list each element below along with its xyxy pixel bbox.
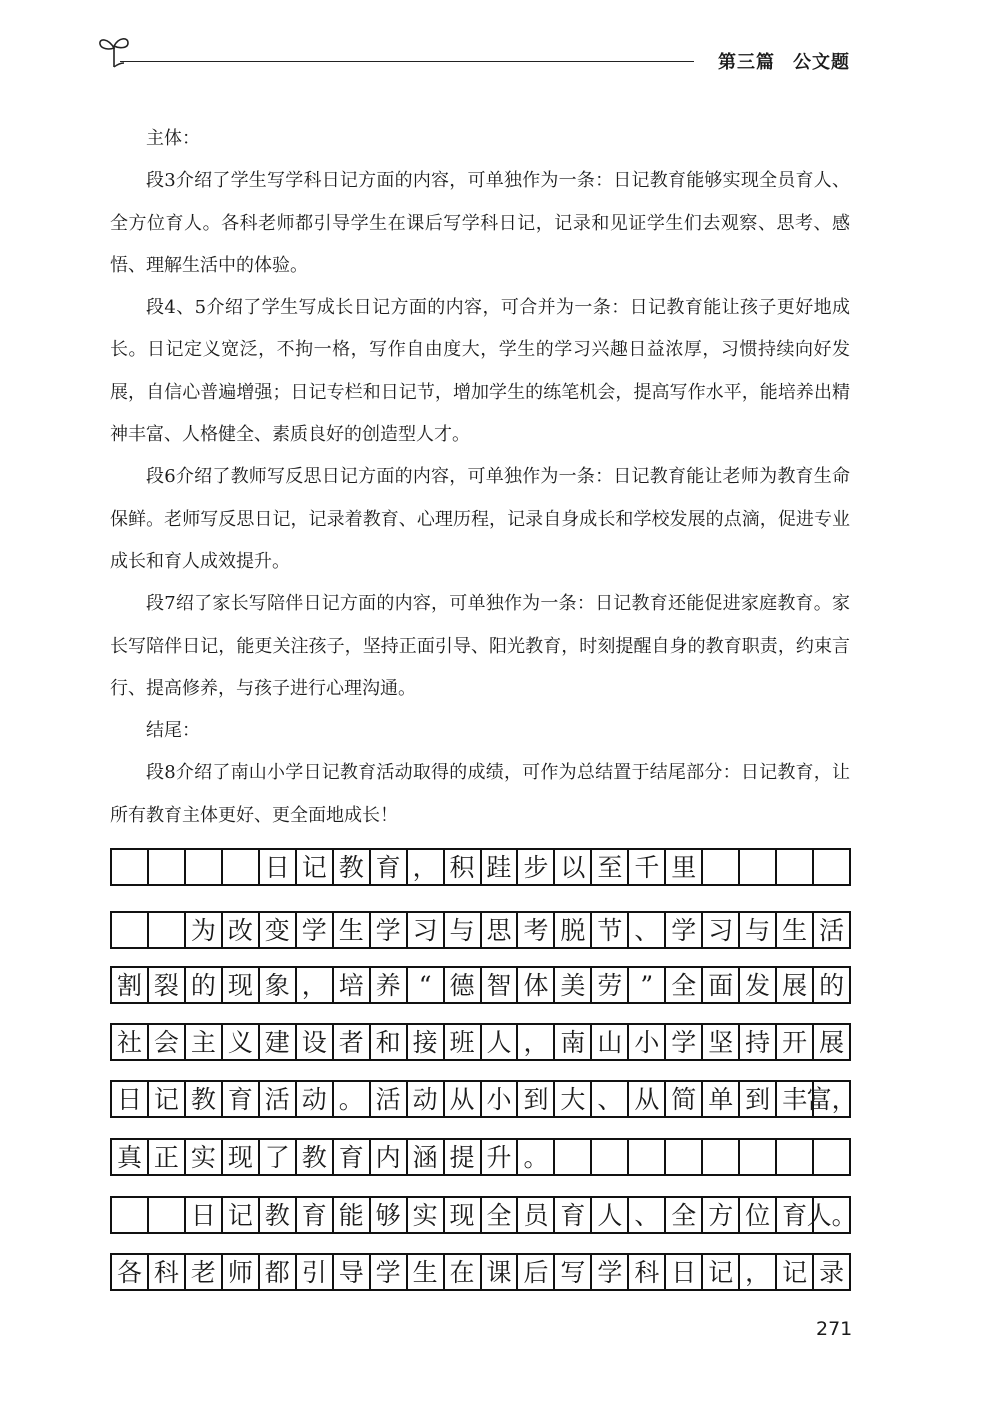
grid-cell: 位	[740, 1198, 777, 1232]
grid-cell: 活	[371, 1082, 408, 1116]
grid-cell: 简	[666, 1082, 703, 1116]
grid-cell: 人	[592, 1198, 629, 1232]
grid-cell: 从	[445, 1082, 482, 1116]
grid-cell: 科	[149, 1255, 186, 1289]
grid-cell: 。	[334, 1082, 371, 1116]
grid-cell: 改	[223, 913, 260, 947]
grid-cell: 南	[555, 1025, 592, 1059]
grid-cell: 育	[297, 1198, 334, 1232]
grid-row	[110, 911, 851, 949]
page-number: 271	[816, 1318, 853, 1340]
grid-cell: 科	[629, 1255, 666, 1289]
grid-cell: 活	[260, 1082, 297, 1116]
grid-cell: 到	[740, 1082, 777, 1116]
grid-cell: 展	[814, 1025, 851, 1059]
grid-cell: 全	[666, 968, 703, 1002]
paragraph: 段6介绍了教师写反思日记方面的内容，可单独作为一条：日记教育能让老师为教育生命保鲜。老师写反思日记，记录着教育、心理历程，记录自身成长和学校发展的点滴，促进专业成长和育人成效提升。	[110, 466, 850, 572]
grid-row	[110, 848, 851, 886]
grid-cell: 。	[518, 1140, 555, 1174]
grid-cell: 习	[703, 913, 740, 947]
grid-cell: 够	[371, 1198, 408, 1232]
grid-cell: 以	[555, 850, 592, 884]
grid-cell: 展	[777, 968, 814, 1002]
grid-cell: 步	[518, 850, 555, 884]
grid-cell: 现	[223, 968, 260, 1002]
grid-cell: 涵	[408, 1140, 445, 1174]
grid-cell	[629, 1140, 666, 1174]
grid-cell	[703, 1140, 740, 1174]
grid-cell: 写	[555, 1255, 592, 1289]
grid-cell	[555, 1140, 592, 1174]
grid-cell: ，	[518, 1025, 555, 1059]
grid-row	[110, 1253, 851, 1291]
grid-cell: 教	[297, 1140, 334, 1174]
grid-cell: 班	[445, 1025, 482, 1059]
grid-cell: 裂	[149, 968, 186, 1002]
grid-cell	[149, 850, 186, 884]
grid-cell: 学	[371, 913, 408, 947]
grid-cell: 记	[703, 1255, 740, 1289]
grid-cell: 教	[186, 1082, 223, 1116]
grid-cell: 养	[371, 968, 408, 1002]
grid-cell: 教	[260, 1198, 297, 1232]
grid-cell	[703, 850, 740, 884]
grid-cell: 提	[445, 1140, 482, 1174]
grid-cell: 都	[260, 1255, 297, 1289]
grid-cell	[223, 850, 260, 884]
paragraph: 段3介绍了学生写学科日记方面的内容，可单独作为一条：日记教育能够实现全员育人、全方位育人。各科老师都引导学生在课后写学科日记，记录和见证学生们去观察、思考、感悟、理解生活中的体验。	[110, 170, 850, 276]
grid-cell: 全	[482, 1198, 519, 1232]
grid-cell: 记	[149, 1082, 186, 1116]
grid-cell	[149, 913, 186, 947]
grid-cell: 节	[592, 913, 629, 947]
section-label: 公文题	[793, 52, 850, 73]
grid-cell: 日	[112, 1082, 149, 1116]
grid-cell: 富，	[814, 1082, 851, 1116]
grid-cell	[777, 1140, 814, 1174]
grid-cell: 义	[223, 1025, 260, 1059]
grid-cell: 坚	[703, 1025, 740, 1059]
grid-cell: 老	[186, 1255, 223, 1289]
grid-cell	[666, 1140, 703, 1174]
grid-cell: 小	[482, 1082, 519, 1116]
grid-cell: 思	[482, 913, 519, 947]
grid-cell: 变	[260, 913, 297, 947]
grid-cell: 真	[112, 1140, 149, 1174]
paragraph: 段4、5介绍了学生写成长日记方面的内容，可合并为一条：日记教育能让孩子更好地成长。日记定义宽泛，不拘一格，写作自由度大，学生的学习兴趣日益浓厚，习惯持续向好发展，自信心普遍增强；日记专栏和日记节，增加学生的练笔机会，提高写作水平，能培养出精神丰富、人格健全、素质良好的创造型人才。	[110, 297, 850, 446]
grid-cell: 为	[186, 913, 223, 947]
paragraph: 主体：	[146, 128, 200, 149]
grid-cell: 、	[629, 1198, 666, 1232]
grid-cell: 教	[334, 850, 371, 884]
grid-cell: 与	[740, 913, 777, 947]
grid-cell: 育	[223, 1082, 260, 1116]
grid-cell: 录	[814, 1255, 851, 1289]
grid-cell: 与	[445, 913, 482, 947]
grid-cell: 面	[703, 968, 740, 1002]
grid-cell: 社	[112, 1025, 149, 1059]
grid-cell: 正	[149, 1140, 186, 1174]
grid-cell: 培	[334, 968, 371, 1002]
grid-cell	[112, 850, 149, 884]
grid-cell	[186, 850, 223, 884]
grid-cell: 内	[371, 1140, 408, 1174]
grid-cell: 生	[408, 1255, 445, 1289]
grid-cell: 在	[445, 1255, 482, 1289]
grid-cell: 丰	[777, 1082, 814, 1116]
grid-cell: 劳	[592, 968, 629, 1002]
grid-cell: ”	[629, 968, 666, 1002]
grid-cell: 从	[629, 1082, 666, 1116]
grid-cell: 的	[814, 968, 851, 1002]
grid-cell: 建	[260, 1025, 297, 1059]
part-label: 第三篇	[718, 52, 775, 73]
grid-cell: 象	[260, 968, 297, 1002]
grid-cell: 人	[482, 1025, 519, 1059]
grid-cell	[592, 1140, 629, 1174]
grid-cell: 导	[334, 1255, 371, 1289]
grid-cell	[740, 850, 777, 884]
grid-cell: 后	[518, 1255, 555, 1289]
analysis-text	[110, 118, 850, 837]
grid-cell: 学	[666, 1025, 703, 1059]
grid-cell: 、	[592, 1082, 629, 1116]
grid-cell: 学	[666, 913, 703, 947]
grid-cell: 德	[445, 968, 482, 1002]
grid-cell: “	[408, 968, 445, 1002]
paragraph: 段7绍了家长写陪伴日记方面的内容，可单独作为一条：日记教育还能促进家庭教育。家长写陪伴日记，能更关注孩子，坚持正面引导、阳光教育，时刻提醒自身的教育职责，约束言行、提高修养，与孩子进行心理沟通。	[110, 593, 850, 699]
grid-cell: 日	[666, 1255, 703, 1289]
header-title	[718, 48, 850, 74]
grid-cell: 主	[186, 1025, 223, 1059]
grid-cell: 跬	[482, 850, 519, 884]
grid-cell: 记	[777, 1255, 814, 1289]
grid-cell: 生	[777, 913, 814, 947]
grid-cell: 人。	[814, 1198, 851, 1232]
grid-cell: 能	[334, 1198, 371, 1232]
grid-cell: 学	[297, 913, 334, 947]
grid-cell: 升	[482, 1140, 519, 1174]
grid-cell: 记	[223, 1198, 260, 1232]
grid-cell: 美	[555, 968, 592, 1002]
grid-cell: 持	[740, 1025, 777, 1059]
grid-cell: 开	[777, 1025, 814, 1059]
grid-cell: 千	[629, 850, 666, 884]
grid-cell: 里	[666, 850, 703, 884]
grid-cell: 了	[260, 1140, 297, 1174]
grid-cell	[814, 850, 851, 884]
grid-cell: 育	[555, 1198, 592, 1232]
grid-row	[110, 1023, 851, 1061]
grid-cell: 小	[629, 1025, 666, 1059]
grid-cell	[112, 1198, 149, 1232]
page-header	[96, 34, 850, 74]
grid-cell: 割	[112, 968, 149, 1002]
grid-cell: 生	[334, 913, 371, 947]
grid-cell: ，	[408, 850, 445, 884]
grid-cell: 引	[297, 1255, 334, 1289]
grid-cell: 学	[592, 1255, 629, 1289]
grid-row	[110, 1080, 857, 1118]
grid-cell: 的	[186, 968, 223, 1002]
header-rule	[120, 61, 694, 62]
grid-cell: 员	[518, 1198, 555, 1232]
grid-cell: 到	[518, 1082, 555, 1116]
grid-cell: 发	[740, 968, 777, 1002]
grid-cell: 会	[149, 1025, 186, 1059]
grid-row	[110, 966, 851, 1004]
grid-cell: 动	[408, 1082, 445, 1116]
grid-cell: 习	[408, 913, 445, 947]
grid-cell: 记	[297, 850, 334, 884]
grid-cell	[149, 1198, 186, 1232]
grid-cell: 师	[223, 1255, 260, 1289]
grid-cell: 动	[297, 1082, 334, 1116]
sprout-icon	[96, 34, 132, 68]
grid-cell: 育	[777, 1198, 814, 1232]
grid-cell: 者	[334, 1025, 371, 1059]
grid-cell: 单	[703, 1082, 740, 1116]
grid-cell: 日	[260, 850, 297, 884]
grid-cell: 实	[186, 1140, 223, 1174]
grid-cell: 育	[371, 850, 408, 884]
grid-cell: 学	[371, 1255, 408, 1289]
grid-cell: 脱	[555, 913, 592, 947]
grid-cell: 积	[445, 850, 482, 884]
grid-cell	[814, 1140, 851, 1174]
grid-cell	[777, 850, 814, 884]
grid-cell: 考	[518, 913, 555, 947]
grid-cell: 至	[592, 850, 629, 884]
paragraph: 段8介绍了南山小学日记教育活动取得的成绩，可作为总结置于结尾部分：日记教育，让所有教育主体更好、更全面地成长！	[110, 762, 850, 826]
grid-cell: ，	[297, 968, 334, 1002]
grid-row	[110, 1138, 851, 1176]
grid-cell: 育	[334, 1140, 371, 1174]
grid-cell: 课	[482, 1255, 519, 1289]
grid-cell: 接	[408, 1025, 445, 1059]
grid-cell: 智	[482, 968, 519, 1002]
grid-cell: 和	[371, 1025, 408, 1059]
grid-cell: 体	[518, 968, 555, 1002]
grid-cell: 实	[408, 1198, 445, 1232]
grid-cell: 、	[629, 913, 666, 947]
grid-cell: 全	[666, 1198, 703, 1232]
paragraph: 结尾：	[146, 720, 200, 742]
grid-row	[110, 1196, 857, 1234]
grid-cell: 山	[592, 1025, 629, 1059]
grid-cell: 日	[186, 1198, 223, 1232]
grid-cell: 各	[112, 1255, 149, 1289]
grid-cell: 方	[703, 1198, 740, 1232]
grid-cell: ，	[740, 1255, 777, 1289]
grid-cell: 现	[223, 1140, 260, 1174]
grid-cell: 设	[297, 1025, 334, 1059]
grid-cell	[740, 1140, 777, 1174]
grid-cell	[112, 913, 149, 947]
grid-cell: 现	[445, 1198, 482, 1232]
grid-cell: 活	[814, 913, 851, 947]
grid-cell: 大	[555, 1082, 592, 1116]
